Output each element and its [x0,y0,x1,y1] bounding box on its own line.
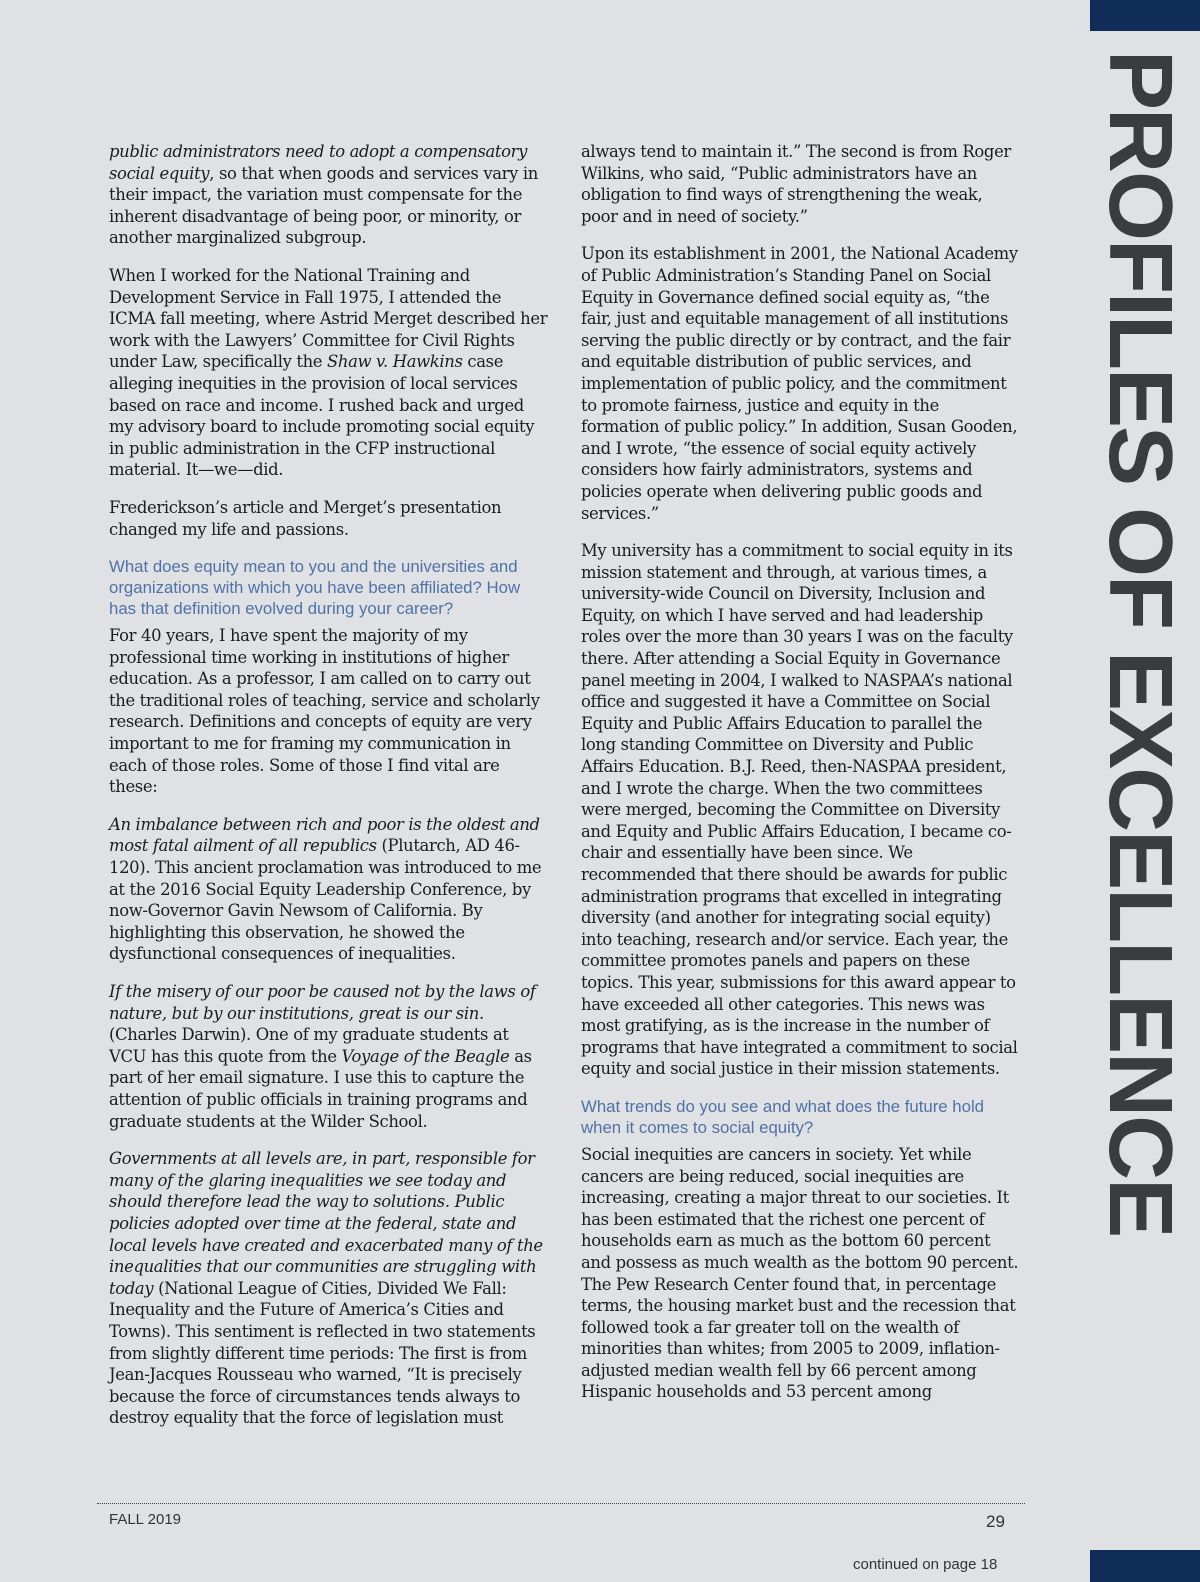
case-name: Shaw v. Hawkins [327,352,463,372]
paragraph [109,265,549,481]
paragraph [109,141,549,249]
paragraph [109,814,549,965]
text: (Charles Darwin). One of my graduate students at VCU has this quote from the [109,1025,509,1066]
paragraph: For 40 years, I have spent the majority of my professional time working in institutions of higher education. As a professor, I am called on to carry out the traditional roles of teaching, service and scholarly research. Definitions and concepts of equity are very important to me for framing my communication in each of those roles. Some of those I find vital are these: [109,626,540,797]
quote: An imbalance between rich and poor is the oldest and most fatal ailment of all republics [109,814,540,856]
interview-question: What does equity mean to you and the universities and organizations with which you have been affiliated? How has that definition evolved during your career? [109,557,521,619]
interview-question: What trends do you see and what does the future hold when it comes to social equity? [581,1096,985,1137]
paragraph: My university has a commitment to social equity in its mission statement and through, at various times, a university-wide Council on Diversity, Inclusion and Equity, on which I have served and had leadership roles over the more than 30 years I was on the faculty there. After attending a Social Equity in Governance panel meeting in 2004, I walked to NASPAA’s national office and suggested it have a Committee on Social Equity and Public Affairs Education to parallel the long standing Committee on Diversity and Public Affairs Education. B.J. Reed, then-NASPAA president, and I wrote the charge. When the two committees were merged, becoming the Committee on Diversity and Equity and Public Affairs Education, I became co-chair and essentially have been since. We recommended that there should be awards for public administration programs that excelled in integrating diversity (and another for integrating social equity) into teaching, research and/or service. Each year, the committee promotes panels and papers on these topics. This year, submissions for this award appear to have exceeded all other categories. This news was most gratifying, as is the increase in the number of programs that have integrated a commitment to social equity and social justice in their mission statements. [581,541,1018,1079]
left-column [109,141,549,1445]
quote: If the misery of our poor be caused not by the laws of nature, but by our institutions, great is our sin. [109,982,536,1023]
paragraph [109,981,549,1132]
italic-text: public administrators need to adopt a compensatory social equity [109,142,528,183]
footer-divider [97,1503,1025,1504]
text: When I worked for the National Training and Development Service in Fall 1975, I attended the ICMA fall meeting, where Astrid Merget described her work with the Lawyers’ Committee for Civil Rights under Law, specifically the [109,265,548,372]
text: , so that when goods and services vary in their impact, the variation must compensate for the inherent disadvantage of being poor, or minority, or another marginalized subgroup. [109,163,539,248]
text: as part of her email signature. I use this to capture the attention of public officials in training programs and graduate students at the Wilder School. [109,1046,532,1131]
paragraph: Frederickson’s article and Merget’s presentation changed my life and passions. [109,497,502,539]
paragraph: always tend to maintain it.” The second is from Roger Wilkins, who said, “Public administrators have an obligation to find ways of strengthening the weak, poor and in need of society.” [581,142,1011,226]
text: (National League of Cities, Divided We Fall: Inequality and the Future of America’s Cities and Towns). This sentiment is reflected in two statements from slightly different time periods: The first is from Jean-Jacques Rousseau who warned, “It is precisely because the force of circumstances tends always to destroy equality that the force of legislation must [109,1278,536,1428]
navy-tab-bottom [1090,1550,1200,1582]
text: (Plutarch, AD 46-120). This ancient proclamation was introduced to me at the 2016 Social Equity Leadership Conference, by now-Governor Gavin Newsom of California. By highlighting this observation, he showed the dysfunctional consequences of inequalities. [109,836,542,964]
navy-tab-top [1090,0,1200,31]
paragraph: Social inequities are cancers in society. Yet while cancers are being reduced, social inequities are increasing, creating a major threat to our societies. It has been estimated that the richest one percent of households earn as much as the bottom 60 percent and possess as much wealth as the bottom 90 percent. The Pew Research Center found that, in percentage terms, the housing market bust and the recession that followed took a far greater toll on the wealth of minorities than whites; from 2005 to 2009, inflation-adjusted median wealth fell by 66 percent among Hispanic households and 53 percent among [581,1144,1019,1402]
section-title: PROFILES OF EXCELLENCE [1090,50,1190,1237]
continued-link: continued on page 18 [853,1556,998,1573]
issue-label: FALL 2019 [109,1511,182,1528]
paragraph: Upon its establishment in 2001, the National Academy of Public Administration’s Standing Panel on Social Equity in Governance defined social equity as, “the fair, just and equitable management of all institutions serving the public directly or by contract, and the fair and equitable distribution of public services, and implementation of public policy, and the commitment to promote fairness, justice and equity in the formation of public policy.” In addition, Susan Gooden, and I wrote, “the essence of social equity actively considers how fairly administrators, systems and policies operate when delivering public goods and services.” [581,244,1018,523]
paragraph [109,1148,549,1429]
quote: Governments at all levels are, in part, responsible for many of the glaring inequalities we see today and should therefore lead the way to solutions. Public policies adopted over time at the federal, state and local levels have created and exacerbated many of the inequalities that our communities are struggling with today [109,1149,543,1298]
book-title: Voyage of the Beagle [341,1046,510,1066]
page-number: 29 [986,1512,1005,1531]
right-column [581,141,1021,1419]
text: case alleging inequities in the provision of local services based on race and income. I rushed back and urged my advisory board to include promoting social equity in public administration in the CFP instructional material. It—we—did. [109,352,535,480]
